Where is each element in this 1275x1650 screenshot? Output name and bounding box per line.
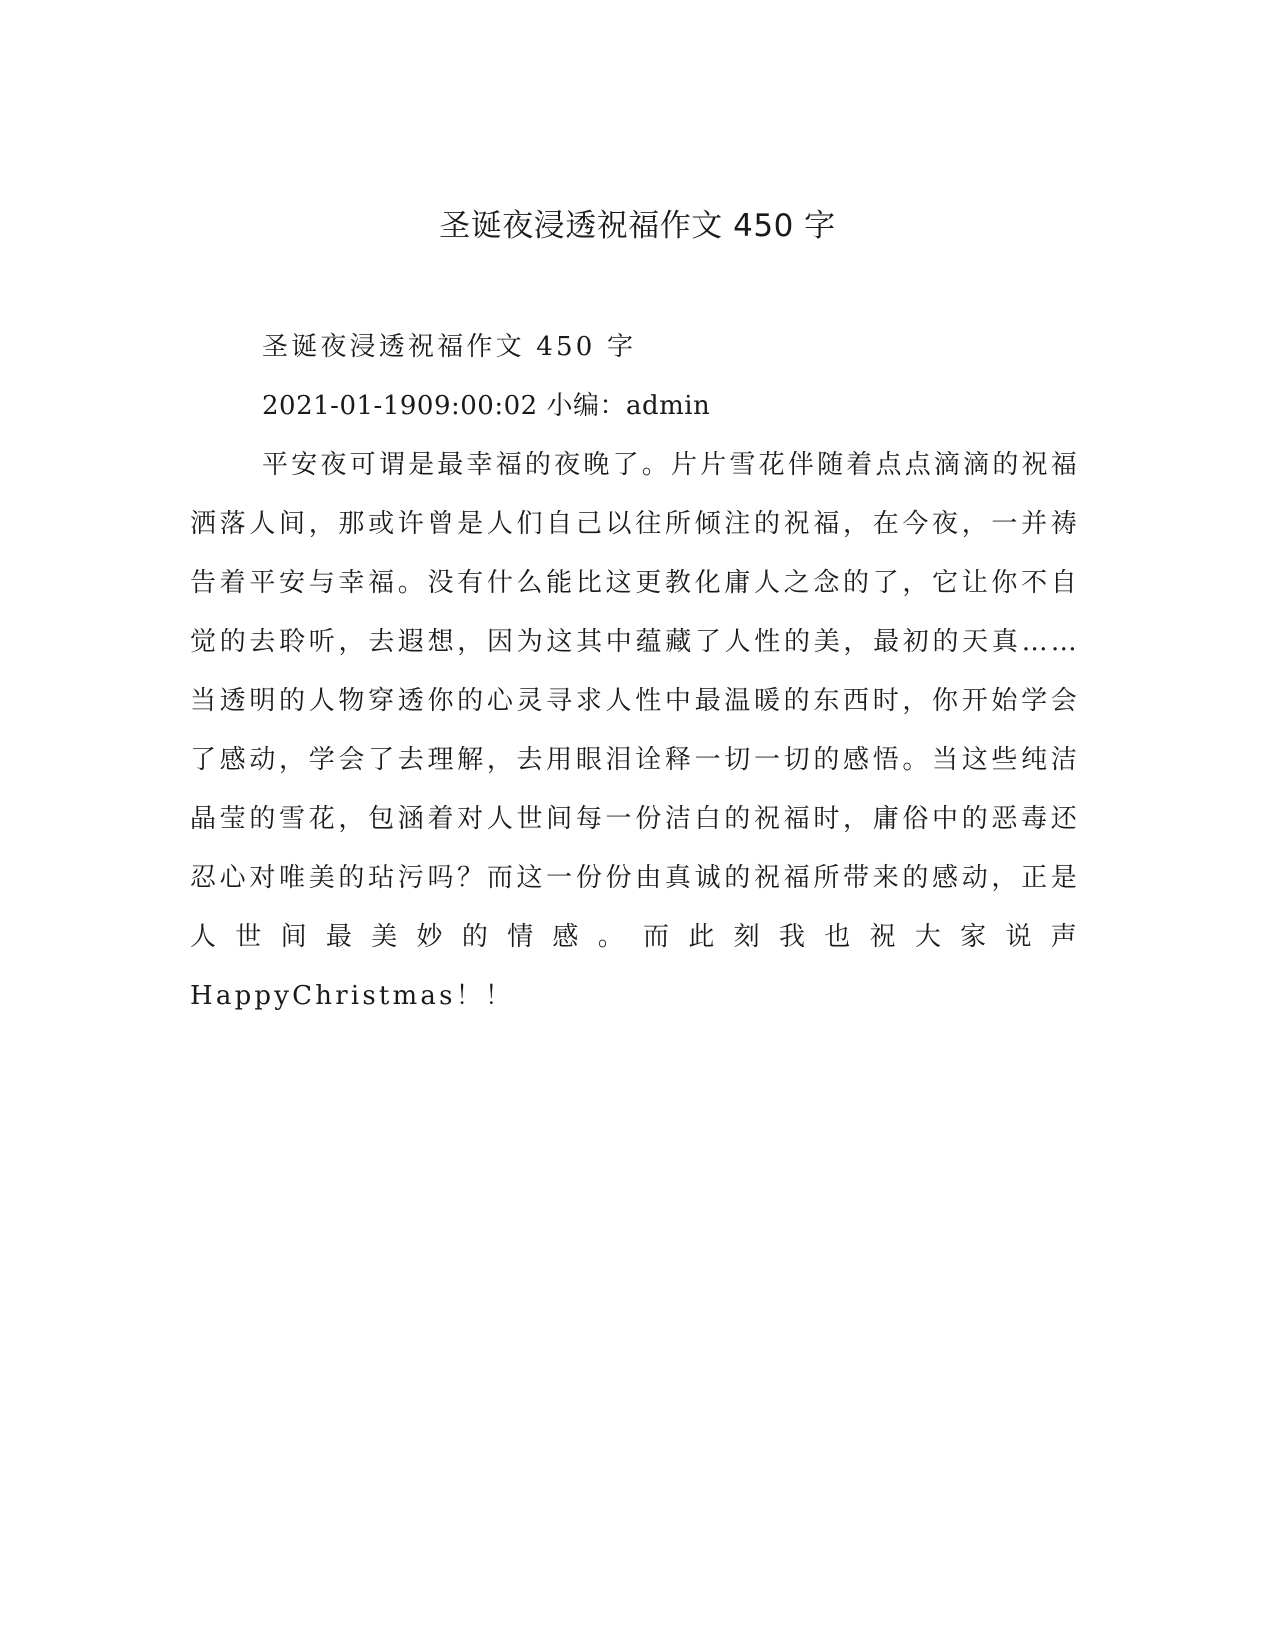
body-paragraph: 平安夜可谓是最幸福的夜晚了。片片雪花伴随着点点滴滴的祝福洒落人间，那或许曾是人们自己以往所倾注的祝福，在今夜，一并祷告着平安与幸福。没有什么能比这更教化庸人之念的了，它让你不自觉的去聆听，去遐想，因为这其中蕴藏了人性的美，最初的天真……当透明的人物穿透你的心灵寻求人性中最温暖的东西时，你开始学会了感动，学会了去理解，去用眼泪诠释一切一切的感悟。当这些纯洁晶莹的雪花，包涵着对人世间每一份洁白的祝福时，庸俗中的恶毒还忍心对唯美的玷污吗？而这一份份由真诚的祝福所带来的感动，正是人世间最美妙的情感。而此刻我也祝大家说声 HappyChristmas！！ — [190, 450, 1080, 1011]
publish-meta: 2021-01-1909:00:02 小编：admin — [262, 391, 711, 421]
article-subtitle: 圣诞夜浸透祝福作文 450 字 — [262, 332, 637, 362]
document-content — [190, 318, 1080, 1026]
document-title: 圣诞夜浸透祝福作文 450 字 — [439, 208, 836, 244]
